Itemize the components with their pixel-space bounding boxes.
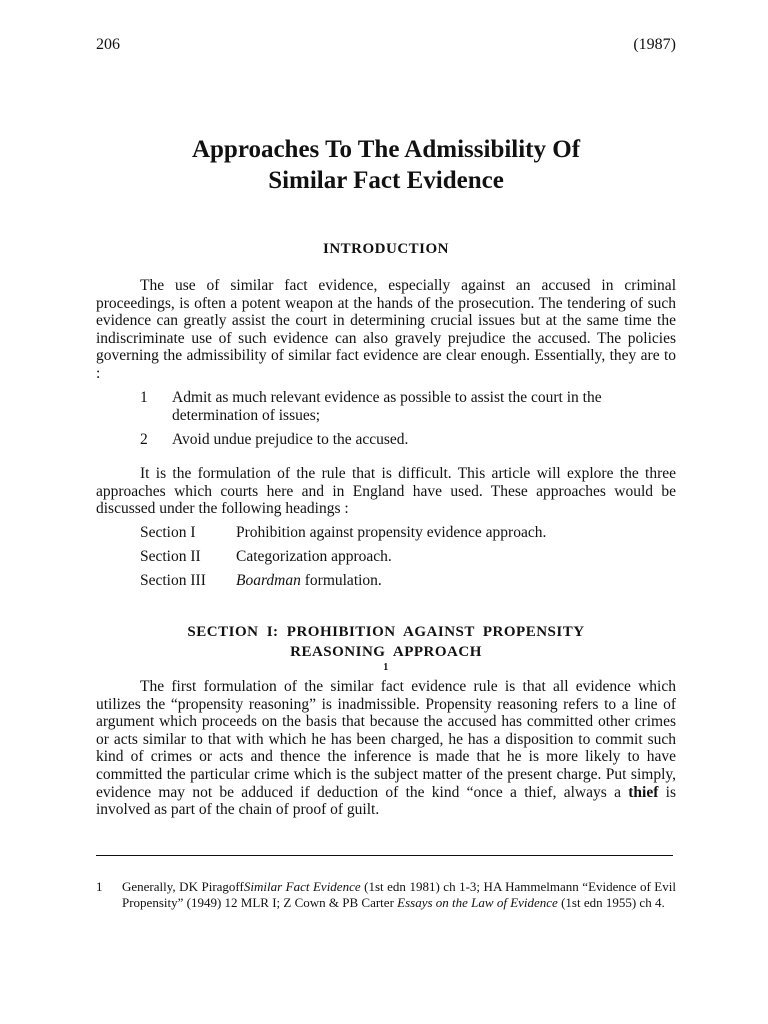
list-item-number: 1 <box>140 389 148 406</box>
section-label: Section II <box>140 548 201 565</box>
introduction-paragraph-1: The use of similar fact evidence, especially against an accused in criminal proceedings, is often a potent weapon at the hands of the prosecution. The tendering of such evidence can greatly assist the court in determining crucial issues but at the same time the indiscriminate use of such evidence can also gravely prejudice the accused. The policies governing the admissibility of similar fact evidence are clear enough. Essentially, they are to : <box>96 277 676 382</box>
section-1-heading <box>96 622 676 682</box>
introduction-paragraph-2: It is the formulation of the rule that is difficult. This article will explore the three approaches which courts here and in England have used. These approaches would be discussed under the following headings : <box>96 465 676 518</box>
case-name: Boardman <box>236 572 301 589</box>
list-item <box>140 389 680 425</box>
section-label: Section III <box>140 572 206 589</box>
section-label: Section I <box>140 524 196 541</box>
policy-list <box>140 389 680 455</box>
footnote <box>96 879 676 910</box>
list-item <box>140 545 546 569</box>
section-description: Prohibition against propensity evidence approach. <box>236 524 547 541</box>
section-description: Boardman formulation. <box>236 572 382 589</box>
footnote-text: Generally, DK PiragoffSimilar Fact Evidence (1st edn 1981) ch 1-3; HA Hammelmann “Evidence of Evil Propensity” (1949) 12 MLR I; Z Cown & PB Carter Essays on the Law of Evidence (1st edn 1955) ch 4. <box>122 879 676 910</box>
publication-year: (1987) <box>633 36 676 53</box>
page-number: 206 <box>96 36 120 53</box>
article-title-line-1: Approaches To The Admissibility Of <box>191 136 581 163</box>
introduction-heading: INTRODUCTION <box>322 241 449 257</box>
list-item-text: Avoid undue prejudice to the accused. <box>172 431 409 448</box>
list-item <box>140 521 546 545</box>
list-item-text: Admit as much relevant evidence as possible to assist the court in the determination of issues; <box>172 389 602 424</box>
article-title-line-2: Similar Fact Evidence <box>268 167 504 194</box>
article-title <box>96 134 676 196</box>
footnote-number: 1 <box>96 879 103 894</box>
section-1-heading-line-2: REASONING APPROACH $^1$ <box>290 644 482 673</box>
section-headings-list <box>140 521 546 593</box>
section-1-heading-line-1: SECTION I: PROHIBITION AGAINST PROPENSITY <box>187 624 585 640</box>
list-item-number: 2 <box>140 431 148 448</box>
section-description: Categorization approach. <box>236 548 392 565</box>
emphasized-word: thief <box>628 783 659 801</box>
list-item <box>140 569 546 593</box>
footnote-reference: 1 <box>383 662 389 673</box>
footnote-divider <box>96 855 673 856</box>
list-item <box>140 431 680 449</box>
section-1-paragraph: The first formulation of the similar fact evidence rule is that all evidence which utilizes the “propensity reasoning” is inadmissible. Propensity reasoning refers to a line of argument which proceeds on the basis that because the accused has committed other crimes or acts similar to that with which he has been charged, he has a disposition to commit such kind of crimes or acts and thence the inference is made that he is more likely to have committed the particular crime which is the subject matter of the present charge. Put simply, evidence may not be adduced if deduction of the kind “once a thief, always a thief is involved as part of the chain of proof of guilt. <box>96 678 676 819</box>
